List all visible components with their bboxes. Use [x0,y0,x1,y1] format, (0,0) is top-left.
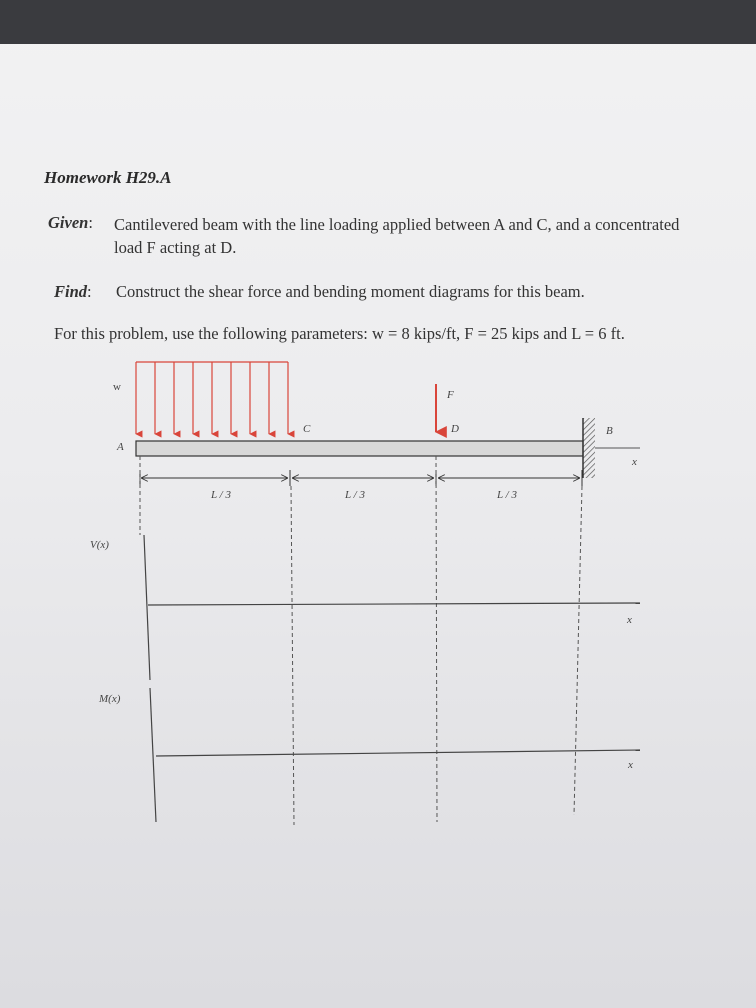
find-label: Find: [54,282,92,301]
moment-x-axis [156,750,640,756]
point-b-label: B [606,425,613,437]
shear-x-axis [148,603,640,605]
beam-x-label: x [632,456,637,468]
moment-y-axis [150,688,156,822]
parameters-text: For this problem, use the following parameters: w = 8 kips/ft, F = 25 kips and L = 6 ft. [54,324,625,343]
point-a-label: A [117,441,124,453]
given-text: Cantilevered beam with the line loading applied between A and C, and a concentrated load F acting at D. [114,215,680,257]
shear-y-axis [144,535,150,680]
given-label: Given: [48,213,93,232]
shear-label: V(x) [90,539,109,551]
page-title: Homework H29.A [44,168,172,187]
segment-2-label: L / 3 [345,489,365,501]
segment-3-label: L / 3 [497,489,517,501]
distributed-load-arrows [136,362,288,434]
force-f-label: F [447,389,454,401]
moment-x-label: x [628,759,633,771]
moment-label: M(x) [99,693,121,705]
segment-1-label: L / 3 [211,489,231,501]
point-d-label: D [451,423,459,435]
find-text: Construct the shear force and bending moment diagrams for this beam. [116,282,585,301]
beam [136,441,583,456]
point-c-label: C [303,423,311,435]
w-label: w [113,381,121,393]
shear-x-label: x [627,614,632,626]
wall-support-icon [583,418,595,478]
